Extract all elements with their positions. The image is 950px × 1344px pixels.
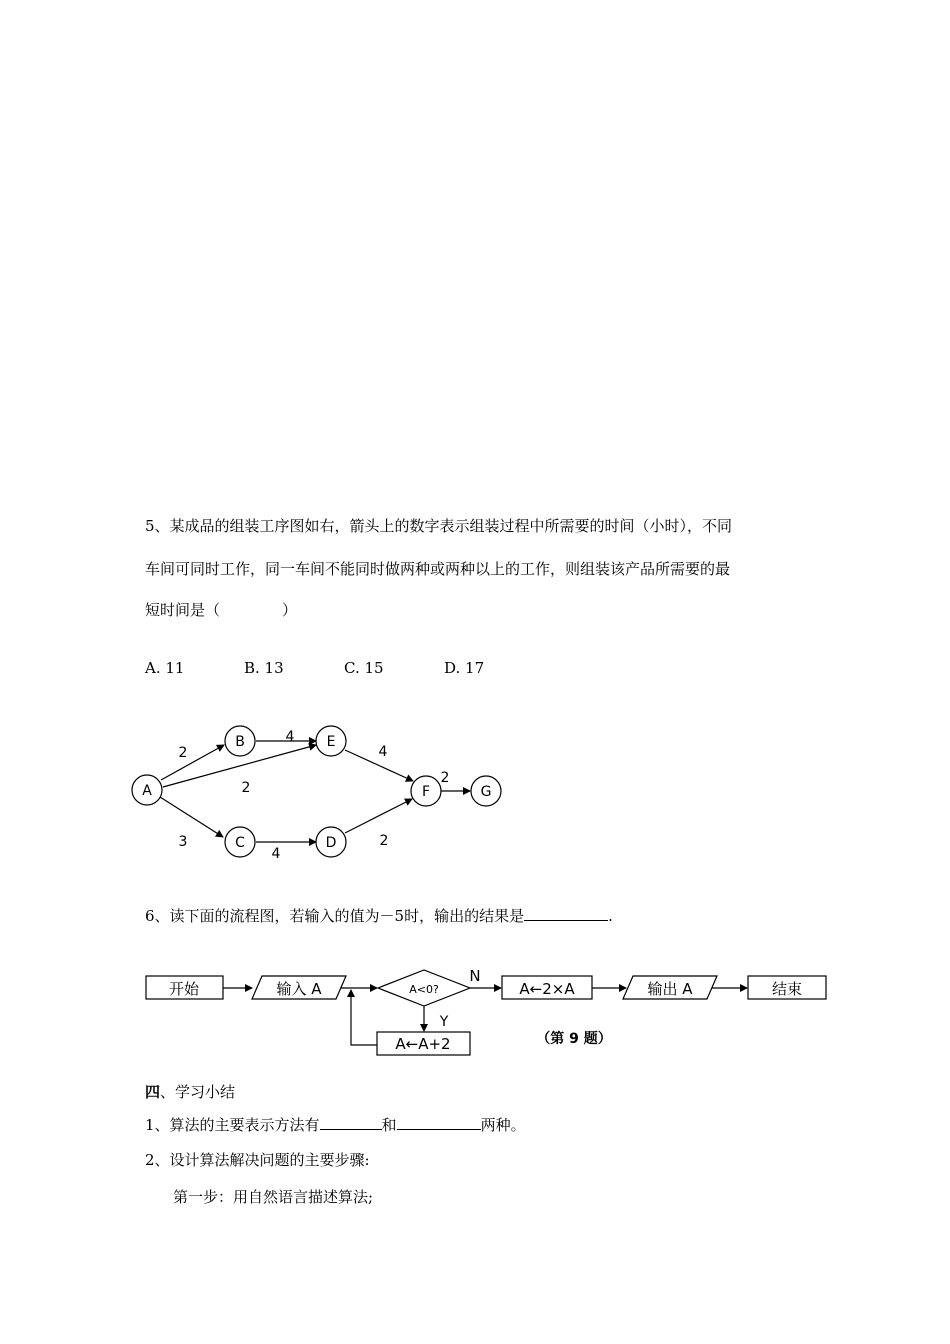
q6-text-after: . — [608, 907, 613, 925]
flow-process-no-label: A←2×A — [519, 980, 575, 998]
flow-end-label: 结束 — [771, 980, 803, 998]
section4-item-1-a: 1、算法的主要表示方法有 — [145, 1116, 320, 1134]
weight-f-g: 2 — [440, 770, 450, 786]
section4-blank-1[interactable] — [320, 1114, 382, 1130]
q5-line-2: 车间可同时工作，同一车间不能同时做两种或两种以上的工作，则组装该产品所需要的最 — [145, 560, 731, 578]
flow-output-label: 输出 A — [647, 980, 693, 998]
weight-c-d: 4 — [271, 846, 281, 862]
weight-b-e: 4 — [285, 729, 295, 745]
flow-start-label: 开始 — [168, 980, 200, 998]
q6-text-before: 6、读下面的流程图，若输入的值为－5时，输出的结果是 — [145, 907, 525, 925]
q5-option-b: B. 13 — [244, 659, 284, 677]
q5-option-a: A. 11 — [145, 659, 185, 677]
flow-input-label: 输入 A — [276, 980, 322, 998]
q5-option-d: D. 17 — [444, 659, 485, 677]
flow-branch-no-label: N — [469, 967, 481, 985]
section4-heading-text: 、学习小结 — [160, 1083, 236, 1101]
q5-option-c: C. 15 — [344, 659, 384, 677]
node-e-label: E — [326, 734, 336, 750]
node-d-label: D — [325, 835, 337, 851]
weight-a-e: 2 — [241, 780, 251, 796]
flow-branch-yes-label: Y — [439, 1014, 449, 1030]
flow-process-yes-label: A←A+2 — [395, 1035, 451, 1053]
node-a-label: A — [142, 783, 152, 799]
q5-line-1: 5、某成品的组装工序图如右，箭头上的数字表示组装过程中所需要的时间（小时），不同 — [145, 517, 733, 535]
node-c-label: C — [235, 835, 245, 851]
weight-d-f: 2 — [379, 833, 389, 849]
weight-a-c: 3 — [178, 834, 188, 850]
section4-item-1-b: 和 — [381, 1116, 397, 1134]
section4-heading-number: 四 — [145, 1083, 161, 1101]
node-b-label: B — [235, 734, 245, 750]
section4-blank-2[interactable] — [397, 1114, 481, 1130]
section4-item-2: 2、设计算法解决问题的主要步骤: — [145, 1151, 370, 1169]
q5-line-3-after: ） — [282, 601, 298, 619]
q5-line-3-before: 短时间是（ — [145, 601, 221, 619]
flow-condition-label: A<0? — [409, 983, 439, 996]
flow-caption: （第 9 题） — [536, 1031, 612, 1047]
section4-item-1-c: 两种。 — [480, 1116, 526, 1134]
section4-item-1 — [145, 1114, 526, 1135]
node-g-label: G — [480, 784, 492, 800]
node-f-label: F — [421, 784, 431, 800]
section4-step-1: 第一步：用自然语言描述算法; — [173, 1188, 374, 1206]
weight-a-b: 2 — [178, 745, 188, 761]
weight-e-f: 4 — [378, 744, 388, 760]
section4-heading — [145, 1082, 235, 1102]
flow-arrow-loop-back — [351, 990, 377, 1045]
